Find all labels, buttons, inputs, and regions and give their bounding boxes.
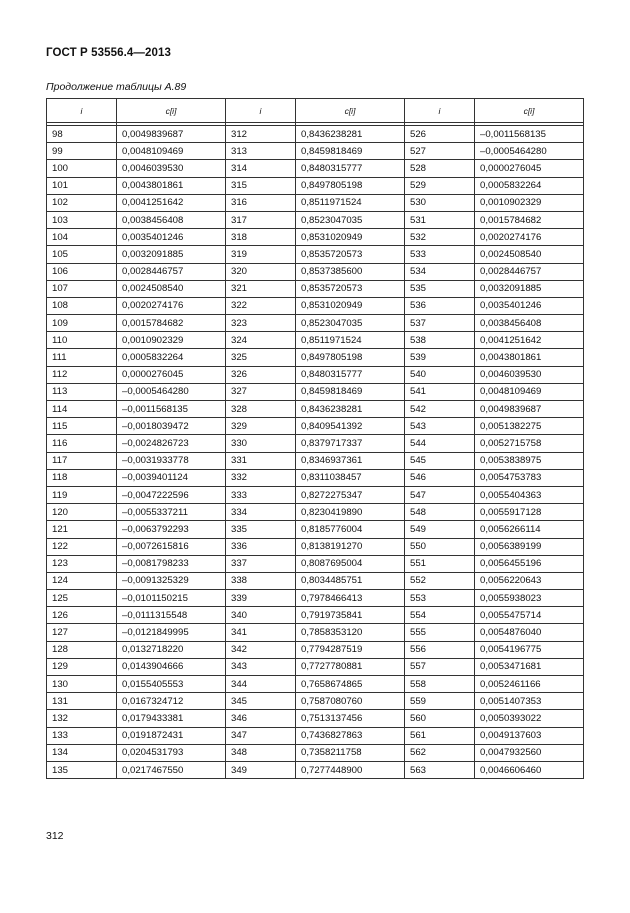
coefficient-cell: 0,0020274176 (117, 297, 226, 314)
page-number: 312 (46, 830, 64, 842)
coefficient-cell: 0,0056455196 (475, 555, 584, 572)
index-cell: 345 (226, 693, 296, 710)
index-cell: 326 (226, 366, 296, 383)
coefficient-cell: 0,7978466413 (296, 590, 405, 607)
index-cell: 546 (405, 469, 475, 486)
coefficient-cell: 0,0217467550 (117, 761, 226, 778)
table-row (47, 590, 584, 607)
coefficient-cell: 0,0191872431 (117, 727, 226, 744)
index-cell: 113 (47, 383, 117, 400)
index-cell: 535 (405, 280, 475, 297)
index-cell: 111 (47, 349, 117, 366)
coefficient-cell: 0,7658674865 (296, 676, 405, 693)
table-row (47, 727, 584, 744)
coefficient-cell: 0,0041251642 (117, 194, 226, 211)
index-cell: 312 (226, 126, 296, 143)
index-cell: 562 (405, 744, 475, 761)
table-row (47, 349, 584, 366)
coefficient-cell: –0,0018039472 (117, 418, 226, 435)
table-row (47, 504, 584, 521)
table-row (47, 211, 584, 228)
table-row (47, 761, 584, 778)
coefficient-cell: 0,0046039530 (475, 366, 584, 383)
index-cell: 541 (405, 383, 475, 400)
coefficient-cell: 0,8480315777 (296, 366, 405, 383)
coefficient-cell: –0,0031933778 (117, 452, 226, 469)
coefficient-cell: 0,0053471681 (475, 658, 584, 675)
index-cell: 313 (226, 143, 296, 160)
index-cell: 561 (405, 727, 475, 744)
coefficient-cell: 0,7587080760 (296, 693, 405, 710)
coefficient-cell: –0,0063792293 (117, 521, 226, 538)
index-cell: 551 (405, 555, 475, 572)
index-cell: 114 (47, 401, 117, 418)
table-row (47, 332, 584, 349)
coefficient-cell: 0,0038456408 (117, 211, 226, 228)
coefficient-cell: 0,0050393022 (475, 710, 584, 727)
coefficient-cell: –0,0039401124 (117, 469, 226, 486)
coefficient-cell: 0,7794287519 (296, 641, 405, 658)
table-row (47, 435, 584, 452)
index-cell: 563 (405, 761, 475, 778)
coefficient-cell: 0,0055938023 (475, 590, 584, 607)
index-cell: 527 (405, 143, 475, 160)
index-cell: 542 (405, 401, 475, 418)
index-cell: 329 (226, 418, 296, 435)
index-cell: 539 (405, 349, 475, 366)
coefficient-cell: 0,8034485751 (296, 572, 405, 589)
index-cell: 534 (405, 263, 475, 280)
index-cell: 104 (47, 229, 117, 246)
index-cell: 336 (226, 538, 296, 555)
coefficient-cell: 0,8523047035 (296, 211, 405, 228)
table-row (47, 401, 584, 418)
table-row (47, 469, 584, 486)
table-row (47, 246, 584, 263)
table-row (47, 229, 584, 246)
index-cell: 315 (226, 177, 296, 194)
table-row (47, 607, 584, 624)
column-header-i-1: i (47, 99, 117, 123)
coefficient-cell: 0,0043801861 (475, 349, 584, 366)
index-cell: 328 (226, 401, 296, 418)
index-cell: 556 (405, 641, 475, 658)
coefficient-cell: 0,0055475714 (475, 607, 584, 624)
column-header-i-3: i (405, 99, 475, 123)
document-title: ГОСТ Р 53556.4—2013 (46, 47, 171, 59)
coefficient-cell: 0,8459818469 (296, 383, 405, 400)
coefficient-cell: 0,8087695004 (296, 555, 405, 572)
table-row (47, 366, 584, 383)
index-cell: 560 (405, 710, 475, 727)
table-row (47, 160, 584, 177)
index-cell: 109 (47, 315, 117, 332)
table-row (47, 297, 584, 314)
index-cell: 323 (226, 315, 296, 332)
coefficient-cell: 0,0000276045 (475, 160, 584, 177)
table-row (47, 315, 584, 332)
data-table (46, 98, 584, 779)
coefficient-cell: –0,0091325329 (117, 572, 226, 589)
coefficient-cell: 0,8531020949 (296, 297, 405, 314)
index-cell: 545 (405, 452, 475, 469)
column-header-c-2: c[i] (296, 99, 405, 123)
coefficient-cell: 0,0143904666 (117, 658, 226, 675)
table-row (47, 744, 584, 761)
coefficient-cell: 0,0028446757 (117, 263, 226, 280)
coefficient-cell: 0,0048109469 (475, 383, 584, 400)
table-row (47, 143, 584, 160)
index-cell: 116 (47, 435, 117, 452)
index-cell: 532 (405, 229, 475, 246)
table-row (47, 194, 584, 211)
coefficient-cell: 0,0015784682 (475, 211, 584, 228)
coefficient-cell: –0,0005464280 (117, 383, 226, 400)
table-row (47, 521, 584, 538)
index-cell: 553 (405, 590, 475, 607)
coefficient-cell: 0,0046039530 (117, 160, 226, 177)
index-cell: 124 (47, 572, 117, 589)
coefficient-cell: 0,8436238281 (296, 126, 405, 143)
coefficient-cell: 0,0028446757 (475, 263, 584, 280)
coefficient-cell: 0,0056220643 (475, 572, 584, 589)
coefficient-cell: 0,0054753783 (475, 469, 584, 486)
index-cell: 554 (405, 607, 475, 624)
index-cell: 105 (47, 246, 117, 263)
coefficient-cell: 0,0048109469 (117, 143, 226, 160)
index-cell: 343 (226, 658, 296, 675)
index-cell: 529 (405, 177, 475, 194)
coefficient-cell: 0,0041251642 (475, 332, 584, 349)
table-row (47, 624, 584, 641)
coefficient-cell: 0,0056266114 (475, 521, 584, 538)
index-cell: 130 (47, 676, 117, 693)
index-cell: 125 (47, 590, 117, 607)
index-cell: 127 (47, 624, 117, 641)
index-cell: 325 (226, 349, 296, 366)
table-header-row (47, 99, 584, 123)
coefficient-cell: 0,8535720573 (296, 246, 405, 263)
index-cell: 126 (47, 607, 117, 624)
coefficient-cell: 0,8537385600 (296, 263, 405, 280)
coefficient-cell: 0,8459818469 (296, 143, 405, 160)
coefficient-cell: 0,0032091885 (475, 280, 584, 297)
index-cell: 121 (47, 521, 117, 538)
index-cell: 115 (47, 418, 117, 435)
index-cell: 558 (405, 676, 475, 693)
coefficient-cell: 0,8409541392 (296, 418, 405, 435)
index-cell: 540 (405, 366, 475, 383)
table-caption: Продолжение таблицы А.89 (46, 81, 187, 93)
index-cell: 108 (47, 297, 117, 314)
table-row (47, 383, 584, 400)
index-cell: 550 (405, 538, 475, 555)
coefficient-cell: 0,8185776004 (296, 521, 405, 538)
index-cell: 101 (47, 177, 117, 194)
coefficient-cell: 0,0204531793 (117, 744, 226, 761)
index-cell: 552 (405, 572, 475, 589)
coefficient-cell: 0,0005832264 (117, 349, 226, 366)
index-cell: 538 (405, 332, 475, 349)
coefficient-cell: –0,0101150215 (117, 590, 226, 607)
table-row (47, 555, 584, 572)
coefficient-cell: 0,8497805198 (296, 177, 405, 194)
index-cell: 536 (405, 297, 475, 314)
coefficient-cell: 0,8523047035 (296, 315, 405, 332)
index-cell: 339 (226, 590, 296, 607)
coefficient-cell: 0,0000276045 (117, 366, 226, 383)
index-cell: 317 (226, 211, 296, 228)
coefficient-cell: 0,8346937361 (296, 452, 405, 469)
coefficient-cell: 0,0038456408 (475, 315, 584, 332)
index-cell: 557 (405, 658, 475, 675)
index-cell: 547 (405, 486, 475, 503)
coefficient-cell: –0,0024826723 (117, 435, 226, 452)
index-cell: 122 (47, 538, 117, 555)
table-row (47, 693, 584, 710)
index-cell: 533 (405, 246, 475, 263)
coefficient-cell: 0,0051382275 (475, 418, 584, 435)
table-row (47, 572, 584, 589)
index-cell: 528 (405, 160, 475, 177)
index-cell: 543 (405, 418, 475, 435)
index-cell: 332 (226, 469, 296, 486)
coefficient-cell: 0,0052461166 (475, 676, 584, 693)
table-row (47, 658, 584, 675)
index-cell: 102 (47, 194, 117, 211)
index-cell: 346 (226, 710, 296, 727)
index-cell: 338 (226, 572, 296, 589)
index-cell: 112 (47, 366, 117, 383)
index-cell: 347 (226, 727, 296, 744)
table-body (47, 126, 584, 779)
index-cell: 118 (47, 469, 117, 486)
index-cell: 320 (226, 263, 296, 280)
index-cell: 131 (47, 693, 117, 710)
index-cell: 335 (226, 521, 296, 538)
coefficient-cell: 0,0155405553 (117, 676, 226, 693)
index-cell: 559 (405, 693, 475, 710)
coefficient-cell: 0,8230419890 (296, 504, 405, 521)
coefficient-cell: –0,0011568135 (475, 126, 584, 143)
coefficient-cell: 0,0015784682 (117, 315, 226, 332)
coefficient-cell: 0,7727780881 (296, 658, 405, 675)
coefficient-cell: 0,0035401246 (475, 297, 584, 314)
coefficient-cell: –0,0081798233 (117, 555, 226, 572)
table-row (47, 177, 584, 194)
index-cell: 331 (226, 452, 296, 469)
index-cell: 134 (47, 744, 117, 761)
table-row (47, 263, 584, 280)
coefficient-cell: –0,0111315548 (117, 607, 226, 624)
index-cell: 321 (226, 280, 296, 297)
index-cell: 120 (47, 504, 117, 521)
index-cell: 132 (47, 710, 117, 727)
index-cell: 337 (226, 555, 296, 572)
index-cell: 544 (405, 435, 475, 452)
index-cell: 341 (226, 624, 296, 641)
index-cell: 107 (47, 280, 117, 297)
coefficient-cell: –0,0072615816 (117, 538, 226, 555)
coefficient-cell: 0,0035401246 (117, 229, 226, 246)
index-cell: 135 (47, 761, 117, 778)
coefficient-cell: 0,8138191270 (296, 538, 405, 555)
coefficient-cell: 0,8379717337 (296, 435, 405, 452)
index-cell: 342 (226, 641, 296, 658)
index-cell: 334 (226, 504, 296, 521)
coefficient-cell: 0,0049839687 (117, 126, 226, 143)
index-cell: 123 (47, 555, 117, 572)
coefficient-cell: 0,0179433381 (117, 710, 226, 727)
index-cell: 333 (226, 486, 296, 503)
coefficient-cell: 0,8511971524 (296, 194, 405, 211)
coefficient-cell: 0,0032091885 (117, 246, 226, 263)
table-row (47, 641, 584, 658)
coefficient-cell: 0,0010902329 (475, 194, 584, 211)
coefficient-cell: 0,0055917128 (475, 504, 584, 521)
index-cell: 110 (47, 332, 117, 349)
table-row (47, 418, 584, 435)
coefficient-cell: 0,0054196775 (475, 641, 584, 658)
index-cell: 330 (226, 435, 296, 452)
index-cell: 537 (405, 315, 475, 332)
index-cell: 344 (226, 676, 296, 693)
index-cell: 555 (405, 624, 475, 641)
coefficient-cell: 0,0132718220 (117, 641, 226, 658)
column-header-c-3: c[i] (475, 99, 584, 123)
table-row (47, 710, 584, 727)
table-row (47, 452, 584, 469)
index-cell: 314 (226, 160, 296, 177)
coefficient-cell: 0,0055404363 (475, 486, 584, 503)
coefficient-cell: 0,0054876040 (475, 624, 584, 641)
index-cell: 324 (226, 332, 296, 349)
coefficient-cell: 0,0053838975 (475, 452, 584, 469)
index-cell: 318 (226, 229, 296, 246)
coefficient-cell: –0,0011568135 (117, 401, 226, 418)
index-cell: 349 (226, 761, 296, 778)
index-cell: 340 (226, 607, 296, 624)
coefficient-cell: 0,7358211758 (296, 744, 405, 761)
coefficient-cell: 0,0056389199 (475, 538, 584, 555)
coefficient-cell: 0,8511971524 (296, 332, 405, 349)
table-row (47, 538, 584, 555)
index-cell: 526 (405, 126, 475, 143)
index-cell: 103 (47, 211, 117, 228)
coefficient-cell: 0,8436238281 (296, 401, 405, 418)
table-row (47, 126, 584, 143)
coefficient-cell: 0,0051407353 (475, 693, 584, 710)
index-cell: 316 (226, 194, 296, 211)
coefficient-cell: 0,8531020949 (296, 229, 405, 246)
index-cell: 322 (226, 297, 296, 314)
index-cell: 128 (47, 641, 117, 658)
index-cell: 100 (47, 160, 117, 177)
coefficient-cell: 0,0024508540 (475, 246, 584, 263)
coefficient-cell: –0,0005464280 (475, 143, 584, 160)
table-row (47, 486, 584, 503)
table-row (47, 280, 584, 297)
index-cell: 549 (405, 521, 475, 538)
index-cell: 531 (405, 211, 475, 228)
column-header-c-1: c[i] (117, 99, 226, 123)
coefficient-cell: 0,0049137603 (475, 727, 584, 744)
coefficient-cell: 0,8311038457 (296, 469, 405, 486)
coefficient-cell: 0,0024508540 (117, 280, 226, 297)
index-cell: 129 (47, 658, 117, 675)
index-cell: 99 (47, 143, 117, 160)
coefficient-cell: 0,8535720573 (296, 280, 405, 297)
index-cell: 348 (226, 744, 296, 761)
coefficient-cell: 0,8272275347 (296, 486, 405, 503)
index-cell: 106 (47, 263, 117, 280)
index-cell: 319 (226, 246, 296, 263)
coefficient-cell: 0,0010902329 (117, 332, 226, 349)
index-cell: 530 (405, 194, 475, 211)
coefficient-cell: –0,0047222596 (117, 486, 226, 503)
coefficient-cell: –0,0055337211 (117, 504, 226, 521)
coefficient-cell: 0,0049839687 (475, 401, 584, 418)
table-row (47, 676, 584, 693)
coefficient-cell: 0,8480315777 (296, 160, 405, 177)
coefficient-cell: 0,0043801861 (117, 177, 226, 194)
column-header-i-2: i (226, 99, 296, 123)
coefficient-cell: 0,8497805198 (296, 349, 405, 366)
index-cell: 133 (47, 727, 117, 744)
coefficient-cell: 0,0047932560 (475, 744, 584, 761)
index-cell: 327 (226, 383, 296, 400)
coefficient-cell: 0,0167324712 (117, 693, 226, 710)
coefficient-cell: 0,0005832264 (475, 177, 584, 194)
index-cell: 548 (405, 504, 475, 521)
coefficient-cell: 0,0046606460 (475, 761, 584, 778)
coefficient-cell: 0,0052715758 (475, 435, 584, 452)
coefficient-cell: 0,0020274176 (475, 229, 584, 246)
coefficient-cell: 0,7919735841 (296, 607, 405, 624)
coefficient-cell: 0,7858353120 (296, 624, 405, 641)
coefficient-cell: 0,7277448900 (296, 761, 405, 778)
coefficient-cell: 0,7436827863 (296, 727, 405, 744)
index-cell: 98 (47, 126, 117, 143)
index-cell: 117 (47, 452, 117, 469)
index-cell: 119 (47, 486, 117, 503)
coefficient-cell: 0,7513137456 (296, 710, 405, 727)
coefficient-cell: –0,0121849995 (117, 624, 226, 641)
